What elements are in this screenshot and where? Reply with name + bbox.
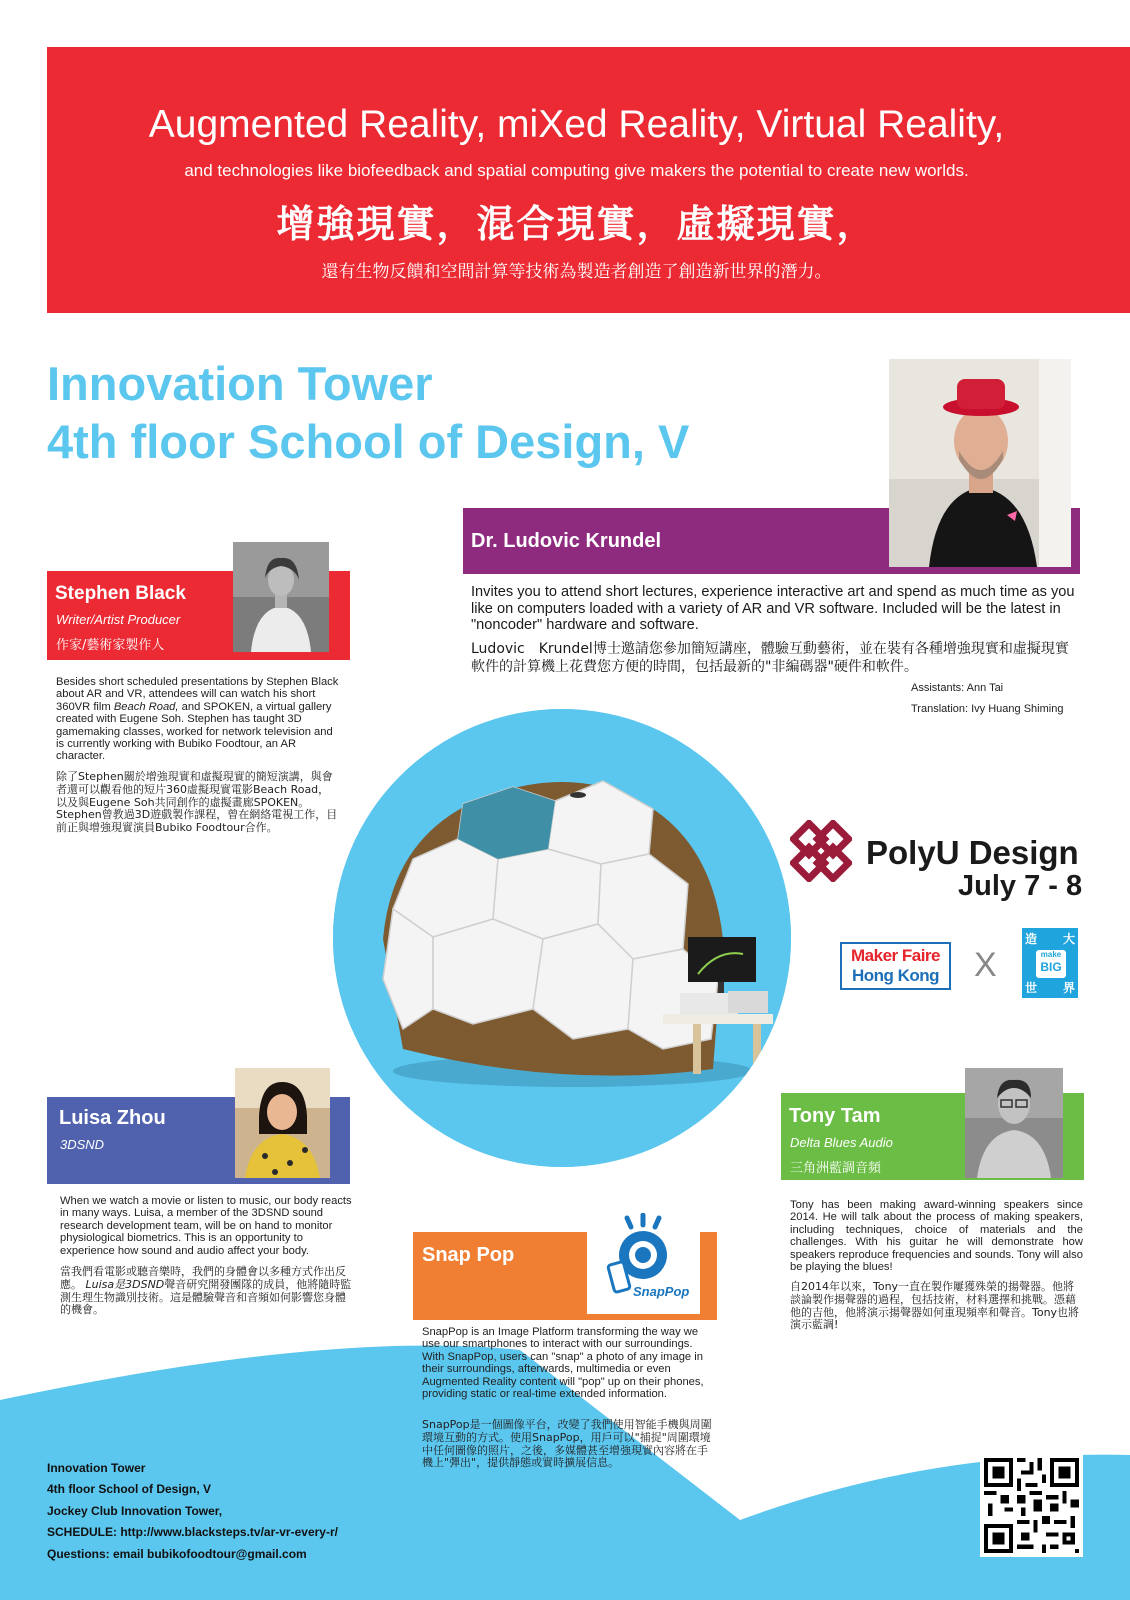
luisa-description-zh: 當我們看電影或聽音樂時，我們的身體會以多種方式作出反應。 Luisa是3DSND聲音研究開發團隊的成員，他將隨時監測生理生物識別技術。這是體驗聲音和音頻如何影響您身體的機會。: [60, 1265, 352, 1317]
event-dates: July 7 - 8: [958, 870, 1083, 902]
snappop-name: Snap Pop: [422, 1244, 515, 1266]
snappop-description: SnapPop is an Image Platform transforming the way we use our smartphones to interact with our surroundings. With SnapPop, users can "snap" a photo of any image in their surroundings, afterwards, multimedia or even Augmented Reality content will "pop" up on their phones, providing static or real-time extended information.: [422, 1326, 704, 1401]
luisa-name: Luisa Zhou: [59, 1107, 166, 1129]
host-photo: [889, 359, 1071, 567]
footer-questions[interactable]: Questions: email bubikofoodtour@gmail.com: [47, 1547, 307, 1561]
tony-role: Delta Blues Audio: [790, 1135, 893, 1150]
tony-name: Tony Tam: [789, 1105, 881, 1127]
snappop-logo: [587, 1213, 700, 1314]
tony-role-zh: 三角洲藍調音頻: [790, 1161, 882, 1176]
banner-headline: Augmented Reality, miXed Reality, Virtual Reality,: [148, 103, 1005, 146]
luisa-role: 3DSND: [60, 1137, 105, 1152]
maker-faire-hong-kong-logo: Maker Faire Hong Kong: [840, 942, 951, 990]
translation-credit: Translation: Ivy Huang Shiming: [911, 703, 1064, 715]
stephen-photo: [233, 542, 329, 652]
banner-headline-zh: 增強現實，混合現實，虛擬現實，: [276, 202, 877, 246]
footer-line-3: Jockey Club Innovation Tower,: [47, 1504, 223, 1518]
collaboration-times: X: [974, 946, 997, 984]
stephen-description-zh: 除了Stephen關於增強現實和虛擬現實的簡短演講，與會者還可以觀看他的短片360虛擬現實電影Beach Road，以及與Eugene Soh共同創作的虛擬畫廊SPOKEN。Stephen曾教過3D遊戲製作課程，曾在網絡電視工作，目前正與增強現實演員Bubiko Foodtour合作。: [56, 770, 338, 835]
tony-photo: [965, 1068, 1063, 1178]
stephen-role-zh: 作家/藝術家製作人: [56, 638, 165, 653]
top-banner: [47, 47, 1130, 313]
footer-line-2: 4th floor School of Design, V: [47, 1482, 212, 1496]
stephen-description: Besides short scheduled presentations by Stephen Black about AR and VR, attendees will can watch his short 360VR film Beach Road, and SPOKEN, a virtual gallery created with Eugene Soh. Stephen has taught 3D gamemaking classes, worked for network television and is currently working with Bubiko Foodtour, an AR character.: [56, 676, 339, 763]
stephen-role: Writer/Artist Producer: [56, 612, 181, 627]
snappop-description-zh: SnapPop是一個圖像平台，改變了我們使用智能手機與周圍環境互動的方式。使用SnapPop，用戶可以"捕捉"周圍環境中任何圖像的照片，之後，多媒體甚至增強現實內容將在手機上"彈出"，提供靜態或實時擴展信息。: [422, 1418, 712, 1470]
venue-title-line2: 4th floor School of Design, V: [47, 415, 690, 468]
tony-description: Tony has been making award-winning speakers since 2014. He will talk about the process of making speakers, including techniques, choice of materials and the challenges. With his guitar he will demonstrate how speakers reproduce frequencies and sounds. Tony will also be playing the blues!: [790, 1199, 1083, 1274]
luisa-description: When we watch a movie or listen to music, our body reacts in many ways. Luisa, a member of the 3DSND sound research development team, will be on hand to monitor physiological biometrics. This is an opportunity to experience how sound and audio affect your body.: [60, 1195, 352, 1257]
polyu-logo-icon: [790, 820, 852, 882]
luisa-photo: [235, 1068, 330, 1178]
banner-subline: and technologies like biofeedback and spatial computing give makers the potential to create new worlds.: [184, 161, 969, 180]
tony-description-zh: 自2014年以來，Tony一直在製作屢獲殊榮的揚聲器。他將談論製作揚聲器的過程，包括技術，材料選擇和挑戰。憑藉他的吉他，他將演示揚聲器如何重現頻率和聲音。Tony也將演示藍調!: [790, 1280, 1080, 1332]
snappop-logo-text: SnapPop: [633, 1284, 690, 1299]
host-description-zh: Ludovic Krundel博士邀請您參加簡短講座，體驗互動藝術，並在裝有各種增強現實和虛擬現實軟件的計算機上花費您方便的時間，包括最新的"非編碼器"硬件和軟件。: [471, 641, 1069, 675]
host-description: Invites you to attend short lectures, experience interactive art and spend as much time as you like on computers loaded with a variety of AR and VR software. Included will be the latest in "noncoder" hardware and software.: [471, 584, 1075, 633]
assistants-credit: Assistants: Ann Tai: [911, 682, 1004, 694]
stephen-name: Stephen Black: [55, 583, 186, 604]
dome-photo: [333, 709, 791, 1167]
qr-code[interactable]: [980, 1454, 1083, 1557]
footer-line-1: Innovation Tower: [47, 1461, 146, 1475]
polyu-design-brand: PolyU Design: [866, 834, 1079, 871]
venue-title-line1: Innovation Tower: [47, 357, 433, 410]
make-big-logo: 造 大 make BIG 世 界: [1022, 928, 1078, 998]
banner-subline-zh: 還有生物反饋和空間計算等技術為製造者創造了創造新世界的潛力。: [321, 262, 832, 282]
footer-schedule[interactable]: SCHEDULE: http://www.blacksteps.tv/ar-vr-every-r/: [47, 1525, 338, 1539]
host-name: Dr. Ludovic Krundel: [471, 530, 662, 552]
